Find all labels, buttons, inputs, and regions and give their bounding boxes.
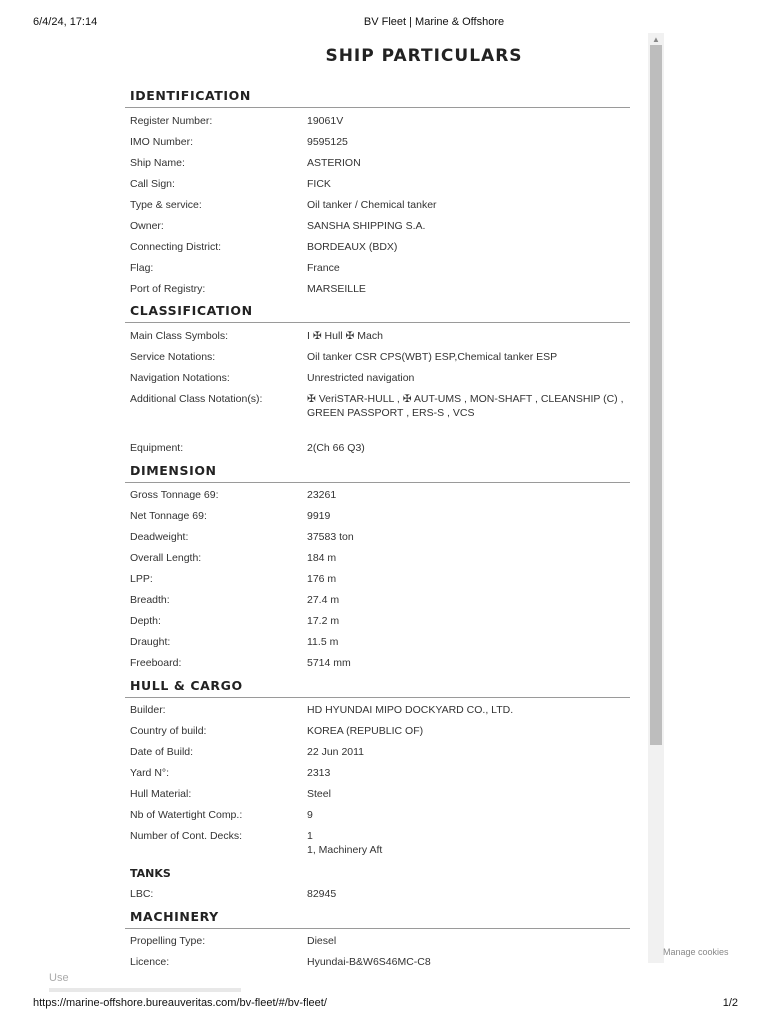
page-title: SHIP PARTICULARS bbox=[325, 46, 523, 66]
detail-row bbox=[125, 131, 630, 152]
detail-row bbox=[125, 506, 630, 527]
print-url: https://marine-offshore.bureauveritas.com/bv-fleet/#/bv-fleet/ bbox=[33, 997, 327, 1009]
row-value: 2(Ch 66 Q3) bbox=[307, 442, 365, 454]
detail-row bbox=[125, 952, 630, 973]
row-label: Yard N°: bbox=[130, 767, 170, 779]
row-value-line: ✠ VeriSTAR-HULL , ✠ AUT-UMS , MON-SHAFT , CLEANSHIP (C) , bbox=[307, 392, 624, 405]
detail-row bbox=[125, 527, 630, 548]
detail-row bbox=[125, 173, 630, 194]
detail-row bbox=[125, 632, 630, 653]
print-date: 6/4/24, 17:14 bbox=[33, 16, 98, 28]
row-value: Oil tanker / Chemical tanker bbox=[307, 198, 437, 211]
print-header bbox=[0, 16, 768, 30]
section-title-tanks: TANKS bbox=[130, 866, 171, 880]
row-label: Port of Registry: bbox=[130, 282, 206, 295]
detail-row bbox=[125, 438, 630, 459]
detail-row bbox=[125, 884, 630, 905]
detail-row bbox=[125, 110, 630, 131]
row-label: Connecting District: bbox=[130, 240, 222, 253]
detail-row bbox=[125, 346, 630, 367]
row-label: Main Class Symbols: bbox=[130, 329, 229, 342]
row-value: 5714 mm bbox=[307, 657, 351, 669]
section-title-classification: CLASSIFICATION bbox=[125, 299, 630, 323]
row-label: Net Tonnage 69: bbox=[130, 510, 207, 522]
row-value bbox=[307, 829, 630, 857]
scrollbar-thumb[interactable] bbox=[650, 45, 662, 745]
row-value: I ✠ Hull ✠ Mach bbox=[307, 329, 383, 342]
row-label: Gross Tonnage 69: bbox=[130, 489, 219, 501]
row-label: Additional Class Notation(s): bbox=[130, 392, 263, 405]
row-value: 19061V bbox=[307, 114, 344, 127]
row-value-line: 1 bbox=[307, 830, 313, 842]
detail-row bbox=[125, 805, 630, 826]
detail-row bbox=[125, 485, 630, 506]
row-label: Service Notations: bbox=[130, 350, 216, 363]
row-label: Date of Build: bbox=[130, 746, 194, 758]
row-value: Unrestricted navigation bbox=[307, 371, 415, 384]
row-value: 9919 bbox=[307, 510, 331, 522]
row-value: KOREA (REPUBLIC OF) bbox=[307, 725, 424, 737]
row-value: HD HYUNDAI MIPO DOCKYARD CO., LTD. bbox=[307, 704, 514, 716]
detail-row bbox=[125, 721, 630, 742]
detail-row bbox=[125, 763, 630, 784]
section-title-identification: IDENTIFICATION bbox=[125, 84, 630, 108]
row-label: Number of Cont. Decks: bbox=[130, 830, 243, 842]
chevron-up-icon[interactable]: ▲ bbox=[652, 34, 660, 44]
detail-row bbox=[125, 325, 630, 346]
row-value: FICK bbox=[307, 177, 331, 190]
section-title-machinery: MACHINERY bbox=[125, 905, 630, 929]
detail-row bbox=[125, 215, 630, 236]
row-value: 9595125 bbox=[307, 135, 348, 148]
row-value: France bbox=[307, 261, 340, 274]
row-value: 27.4 m bbox=[307, 594, 340, 606]
row-label: Ship Name: bbox=[130, 156, 185, 169]
print-page-count: 1/2 bbox=[722, 997, 738, 1009]
row-label: Overall Length: bbox=[130, 552, 202, 564]
row-value bbox=[307, 392, 630, 420]
vertical-scrollbar[interactable] bbox=[648, 33, 664, 963]
row-value: MARSEILLE bbox=[307, 282, 366, 295]
section-title-hull-cargo: HULL & CARGO bbox=[125, 674, 630, 698]
row-value: 11.5 m bbox=[307, 636, 339, 648]
row-label: Deadweight: bbox=[130, 531, 189, 543]
row-value: Steel bbox=[307, 788, 331, 800]
row-label: Licence: bbox=[130, 956, 170, 968]
row-value: SANSHA SHIPPING S.A. bbox=[307, 219, 426, 232]
row-label: Breadth: bbox=[130, 594, 170, 606]
row-label: Hull Material: bbox=[130, 788, 192, 800]
row-value: 2313 bbox=[307, 767, 331, 779]
manage-cookies-link[interactable]: Manage cookies bbox=[663, 947, 729, 957]
detail-row bbox=[125, 590, 630, 611]
row-value: 23261 bbox=[307, 489, 337, 501]
row-value: 17.2 m bbox=[307, 615, 340, 627]
row-label: Nb of Watertight Comp.: bbox=[130, 809, 243, 821]
detail-row bbox=[125, 152, 630, 173]
detail-row bbox=[125, 653, 630, 674]
detail-row bbox=[125, 257, 630, 278]
row-value: 22 Jun 2011 bbox=[307, 746, 365, 758]
detail-row bbox=[125, 826, 630, 861]
detail-row bbox=[125, 784, 630, 805]
detail-row bbox=[125, 931, 630, 952]
detail-row bbox=[125, 742, 630, 763]
row-label: LBC: bbox=[130, 888, 154, 900]
row-label: Type & service: bbox=[130, 198, 202, 211]
row-value-line: 1, Machinery Aft bbox=[307, 844, 383, 856]
cookie-banner-faded-text bbox=[49, 988, 369, 992]
row-label: Navigation Notations: bbox=[130, 371, 230, 384]
row-label: Freeboard: bbox=[130, 657, 182, 669]
row-value: 176 m bbox=[307, 573, 337, 585]
row-label: IMO Number: bbox=[130, 135, 194, 148]
detail-row bbox=[125, 236, 630, 257]
detail-row bbox=[125, 367, 630, 388]
row-value: Hyundai-B&W6S46MC-C8 bbox=[307, 956, 431, 968]
detail-row bbox=[125, 278, 630, 299]
row-label: Builder: bbox=[130, 704, 166, 716]
print-page-title: BV Fleet | Marine & Offshore bbox=[363, 16, 505, 28]
detail-row bbox=[125, 548, 630, 569]
section-title-dimension: DIMENSION bbox=[125, 459, 630, 483]
row-label: Propelling Type: bbox=[130, 935, 206, 947]
detail-row bbox=[125, 700, 630, 721]
row-label: Flag: bbox=[130, 261, 154, 274]
row-value: 82945 bbox=[307, 888, 337, 900]
row-value: Diesel bbox=[307, 935, 337, 947]
ship-particulars bbox=[125, 84, 630, 973]
row-value: BORDEAUX (BDX) bbox=[307, 240, 398, 253]
cookie-banner-text: Use bbox=[49, 972, 69, 984]
row-label: Register Number: bbox=[130, 114, 213, 127]
row-value: ASTERION bbox=[307, 156, 361, 169]
detail-row bbox=[125, 194, 630, 215]
row-label: Owner: bbox=[130, 219, 164, 232]
row-value: 184 m bbox=[307, 552, 337, 564]
row-value: 9 bbox=[307, 809, 313, 821]
detail-row bbox=[125, 569, 630, 590]
detail-row bbox=[125, 611, 630, 632]
row-label: Call Sign: bbox=[130, 177, 175, 190]
row-label: Draught: bbox=[130, 636, 171, 648]
row-label: Equipment: bbox=[130, 442, 184, 454]
row-label: LPP: bbox=[130, 573, 153, 585]
row-value: 37583 ton bbox=[307, 531, 354, 543]
row-value: Oil tanker CSR CPS(WBT) ESP,Chemical tanker ESP bbox=[307, 350, 558, 363]
detail-row bbox=[125, 388, 630, 438]
row-label: Country of build: bbox=[130, 725, 207, 737]
row-label: Depth: bbox=[130, 615, 161, 627]
row-value-line: GREEN PASSPORT , ERS-S , VCS bbox=[307, 406, 475, 419]
